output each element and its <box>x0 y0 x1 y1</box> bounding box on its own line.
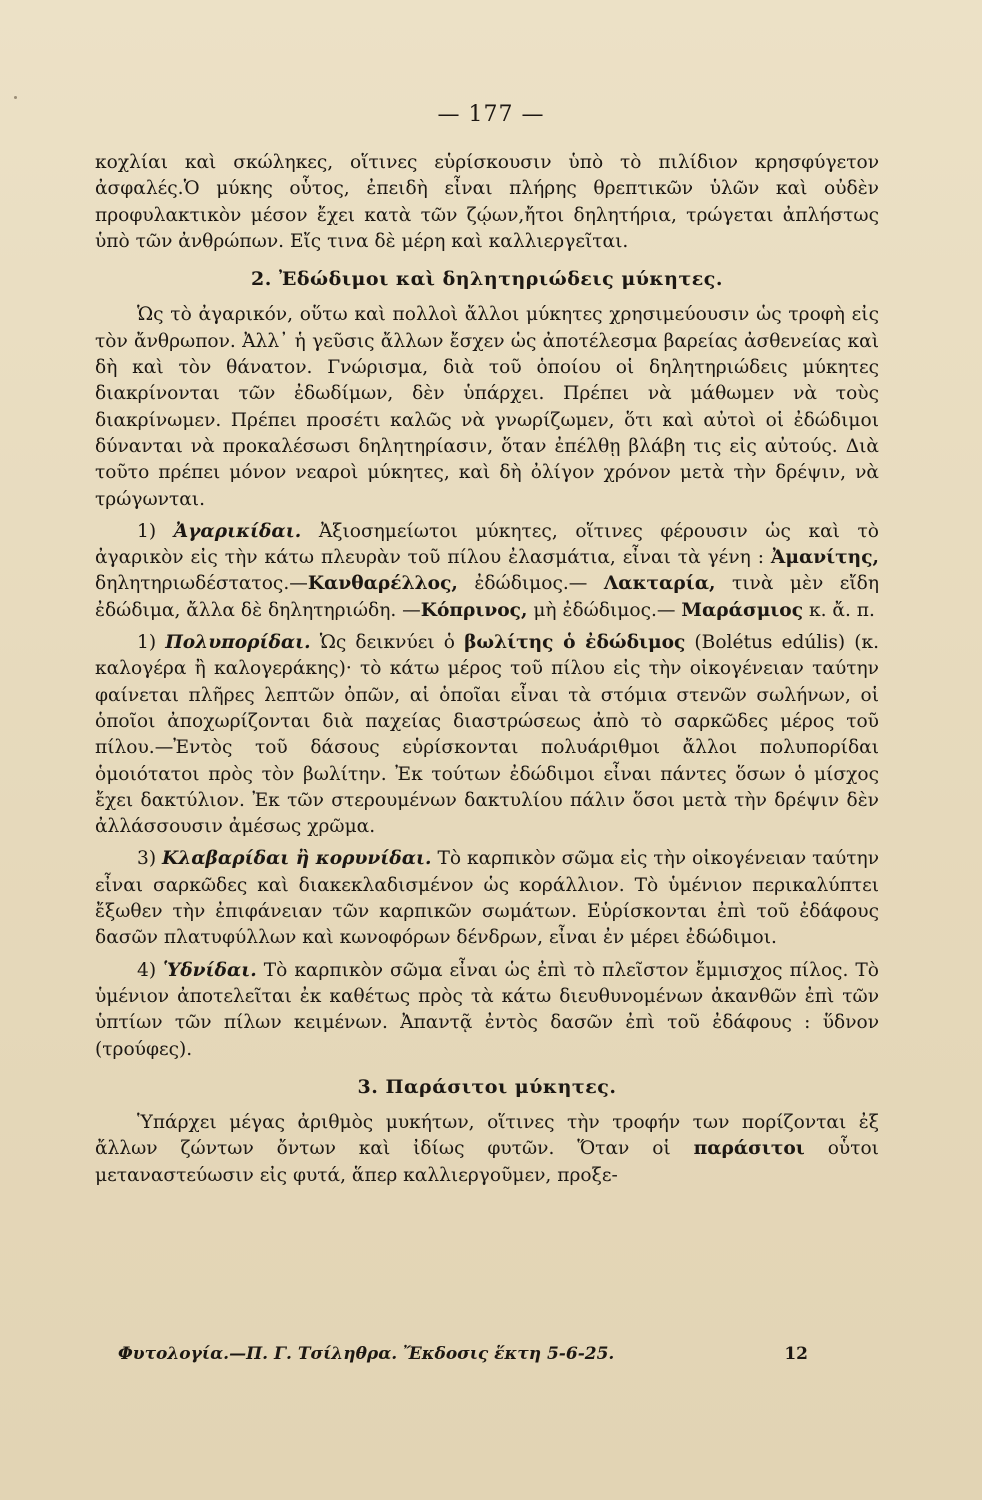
term-parasitoi: παράσιτοι <box>693 1138 805 1160</box>
page-body <box>95 150 879 1189</box>
item-klavaridai: 3) Κλαβαρίδαι ἢ κορυνίδαι. Τὸ καρπικὸν σῶμα εἰς τὴν οἰκογένειαν ταύτην εἶναι σαρκῶδες καὶ διακεκλαδισμένον ὡς κοράλλιον. Τὸ ὑμένιον περικαλύπτει ἔξωθεν τὴν ἐπιφάνειαν τῶν καρπικῶν σωμάτων. Εὑρίσκονται ἐπὶ τοῦ ἐδάφους δασῶν πλατυφύλλων καὶ κωνοφόρων δένδρων, εἶναι ἐν μέρει ἐδώδιμοι. <box>95 848 879 949</box>
section-3-paragraph: Ὑπάρχει μέγας ἀριθμὸς μυκήτων, οἵτινες τὴν τροφήν των πορίζονται ἐξ ἄλλων ζώντων ὄντων καὶ ἰδίως φυτῶν. Ὅταν οἱ παράσιτοι οὗτοι μεταναστεύωσιν εἰς φυτά, ἅπερ καλλιεργοῦμεν, προξε- <box>95 1112 879 1186</box>
genus-marasmios: Μαράσμιος <box>681 599 804 621</box>
item-agarikidai: 1) Ἀγαρικίδαι. Ἀξιοσημείωτοι μύκητες, οἵτινες φέρουσιν ὡς καὶ τὸ ἀγαρικὸν εἰς τὴν κάτω πλευρὰν τοῦ πίλου ἐλασμάτια, εἶναι τὰ γένη : Ἀμανίτης, δηλητηριωδέστατος.—Κανθαρέλλος, ἐδώδιμος.— Λακταρία, τινὰ μὲν εἴδη ἐδώδιμα, ἄλλα δὲ δηλητηριώδη. —Κόπρινος, μὴ ἐδώδιμος.— Μαράσμιος κ. ἄ. π. <box>95 520 879 621</box>
item-title: Κλαβαρίδαι ἢ κορυνίδαι. <box>162 848 432 870</box>
section-2-heading: 2. Ἐδώδιμοι καὶ δηλητηριώδεις μύκητες. <box>251 268 723 291</box>
section-2-paragraph: Ὡς τὸ ἀγαρικόν, οὕτω καὶ πολλοὶ ἄλλοι μύκητες χρησιμεύουσιν ὡς τροφὴ εἰς τὸν ἄνθρωπον. Ἀλλ᾽ ἡ γεῦσις ἄλλων ἔσχεν ὡς ἀποτέλεσμα βαρείας ἀσθενείας καὶ δὴ καὶ τὸν θάνατον. Γνώρισμα, διὰ τοῦ ὁποίου οἱ δηλητηριώδεις μύκητες διακρίνονται τῶν ἐδωδίμων, δὲν ὑπάρχει. Πρέπει νὰ μάθωμεν νὰ τοὺς διακρίνωμεν. Πρέπει προσέτι καλῶς νὰ γνωρίζωμεν, ὅτι καὶ αὐτοὶ οἱ ἐδώδιμοι δύνανται νὰ προκαλέσωσι δηλητηρίασιν, ὅταν ἐπέλθῃ βλάβη τις εἰς αὐτούς. Διὰ τοῦτο πρέπει μόνον νεαροὶ μύκητες, καὶ δὴ ὀλίγον χρόνον μετὰ τὴν δρέψιν, νὰ τρώγωνται. <box>95 304 879 510</box>
page-number: — 177 — <box>437 102 545 127</box>
item-number: 1) <box>137 520 157 542</box>
signature-mark: 12 <box>784 1344 808 1364</box>
item-number: 1) <box>137 632 157 654</box>
species-bolitis: βωλίτης ὁ ἐδώδιμος <box>464 632 686 654</box>
paper-speck <box>14 96 17 99</box>
item-number: 4) <box>137 959 157 981</box>
genus-kantharellos: Κανθαρέλλος, <box>307 573 458 595</box>
genus-amanitis: Ἀμανίτης, <box>770 547 879 569</box>
section-3-heading: 3. Παράσιτοι μύκητες. <box>357 1075 617 1098</box>
item-ydnidai: 4) Ὑδνίδαι. Τὸ καρπικὸν σῶμα εἶναι ὡς ἐπὶ τὸ πλεῖστον ἔμμισχος πίλος. Τὸ ὑμένιον ἀποτελεῖται ἐκ καθέτως πρὸς τὰ κάτω διευθυνομένων ἀκανθῶν ἐπὶ τῶν ὑπτίων τῶν πίλων κειμένων. Ἀπαντᾷ ἐντὸς δασῶν ἐπὶ τοῦ ἐδάφους : ὕδνον (τρούφες). <box>95 959 879 1060</box>
item-title: Ἀγαρικίδαι. <box>173 520 302 542</box>
item-number: 3) <box>137 848 157 870</box>
genus-koprinos: Κόπρινος, <box>420 599 528 621</box>
genus-laktaria: Λακταρία, <box>603 573 716 595</box>
item-title: Ὑδνίδαι. <box>163 959 257 981</box>
item-polyporidai: 1) Πολυπορίδαι. Ὡς δεικνύει ὁ βωλίτης ὁ ἐδώδιμος (Bolétus edúlis) (κ. καλογέρα ἢ καλογεράκης)· τὸ κάτω μέρος τοῦ πίλου εἰς τὴν οἰκογένειαν ταύτην φαίνεται πλῆρες λεπτῶν ὀπῶν, αἱ ὁποῖαι εἶναι τὰ στόμια στενῶν σωλήνων, οἱ ὁποῖοι ἀποχωρίζονται διὰ παχείας διαστρώσεως ἀπὸ τὸ σαρκῶδες μέρος τοῦ πίλου.—Ἐντὸς τοῦ δάσους εὑρίσκονται πολυάριθμοι ἄλλοι πολυπορίδαι ὁμοιότατοι πρὸς τὸν βωλίτην. Ἐκ τούτων ἐδώδιμοι εἶναι πάντες ὅσων ὁ μίσχος ἔχει δακτύλιον. Ἐκ τῶν στερουμένων δακτυλίου πάλιν ὅσοι μετὰ τὴν δρέψιν δὲν ἀλλάσσουσιν ἀμέσως χρῶμα. <box>95 632 879 838</box>
item-title: Πολυπορίδαι. <box>165 632 311 654</box>
page-footer <box>118 1344 808 1364</box>
intro-paragraph: κοχλίαι καὶ σκώληκες, οἵτινες εὑρίσκουσιν ὑπὸ τὸ πιλίδιον κρησφύγετον ἀσφαλές.Ὁ μύκης οὗτος, ἐπειδὴ εἶναι πλήρης θρεπτικῶν ὑλῶν καὶ οὐδὲν προφυλακτικὸν μέσον ἔχει κατὰ τῶν ζῴων,ἤτοι δηλητήρια, τρώγεται ἀπλήστως ὑπὸ τῶν ἀνθρώπων. Εἴς τινα δὲ μέρη καὶ καλλιεργεῖται. <box>95 152 879 252</box>
footer-text: Φυτολογία.—Π. Γ. Τσίληθρα. Ἔκδοσις ἕκτη 5-6-25. <box>118 1344 615 1364</box>
